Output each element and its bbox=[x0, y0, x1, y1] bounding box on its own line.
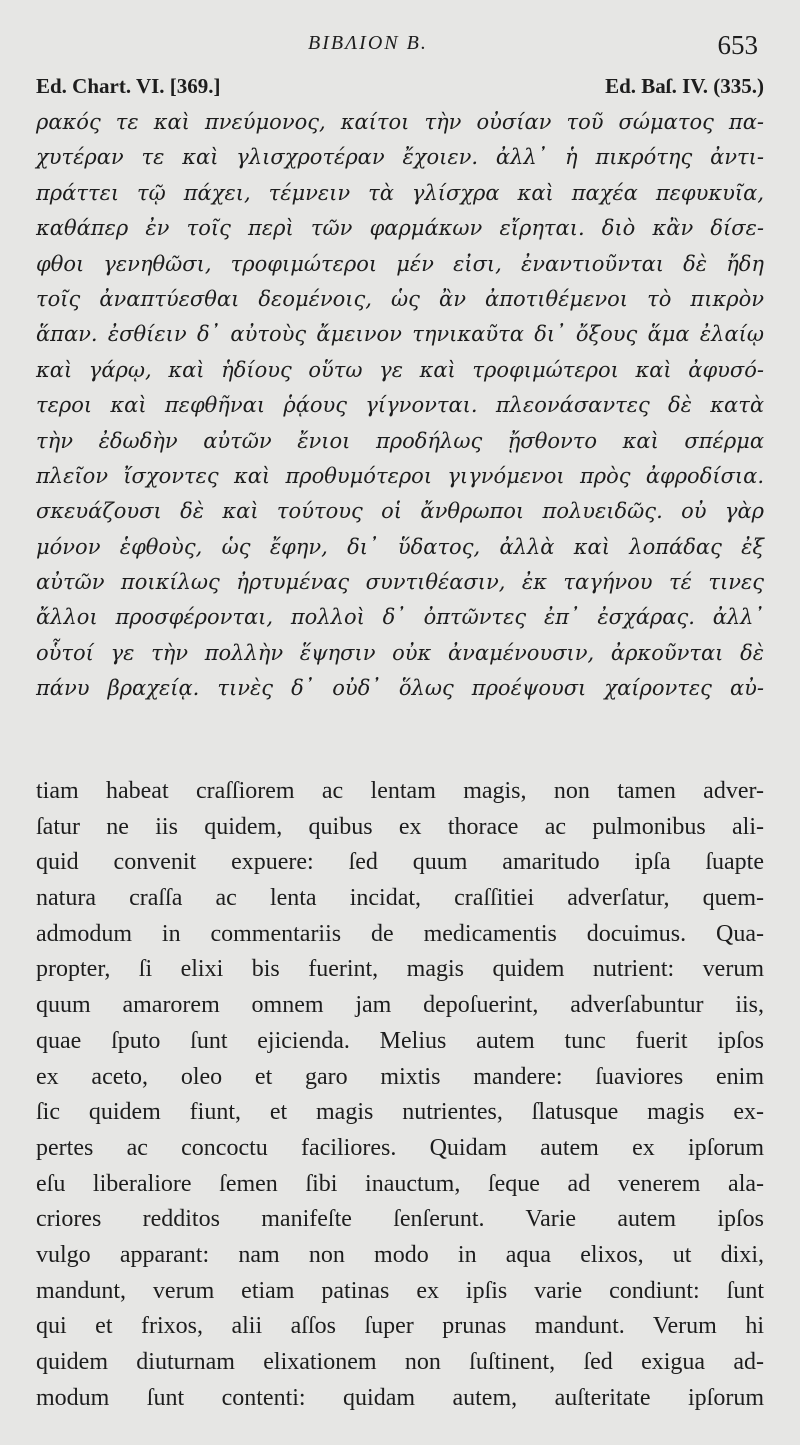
latin-translation-block bbox=[36, 774, 764, 1416]
edition-references bbox=[0, 74, 800, 102]
greek-text-line: ἅπαν. ἐσθίειν δ᾽ αὐτοὺς ἄμεινον τηνικαῦτα δι᾽ ὄξους ἅμα ἐλαίῳ bbox=[36, 322, 764, 347]
latin-text-line: natura craſſa ac lenta incidat, craſſitiei adverſatur, quem- bbox=[36, 885, 764, 912]
book-title: ΒΙΒΛΙΟΝ Β. bbox=[308, 32, 428, 54]
latin-text-line: tiam habeat craſſiorem ac lentam magis, non tamen adver- bbox=[36, 778, 764, 804]
latin-text-line: eſu liberaliore ſemen ſibi inauctum, ſeque ad venerem ala- bbox=[36, 1170, 764, 1197]
greek-text-line: αὐτῶν ποικίλως ἠρτυμένας συντιθέασιν, ἐκ ταγήνου τέ τινες bbox=[36, 570, 764, 595]
greek-text-line: πάνυ βραχείᾳ. τινὲς δ᾽ οὐδ᾽ ὅλως προέψουσι χαίροντες αὐ- bbox=[36, 676, 764, 701]
latin-text-line: admodum in commentariis de medicamentis docuimus. Qua- bbox=[36, 920, 764, 947]
latin-text-line: ex aceto, oleo et garo mixtis mandere: ſuaviores enim bbox=[36, 1063, 764, 1090]
edition-basel-reference: Ed. Baſ. IV. (335.) bbox=[605, 74, 764, 98]
greek-text-line: ἄλλοι προσφέρονται, πολλοὶ δ᾽ ὀπτῶντες ἐπ᾽ ἐσχάρας. ἀλλ᾽ bbox=[36, 605, 764, 630]
latin-text-line: pertes ac concoctu faciliores. Quidam autem ex ipſorum bbox=[36, 1134, 764, 1161]
latin-text-line: qui et frixos, alii aſſos ſuper prunas mandunt. Verum hi bbox=[36, 1313, 764, 1340]
latin-text-line: quum amarorem omnem jam depoſuerint, adverſabuntur iis, bbox=[36, 992, 764, 1019]
latin-text-line: ſic quidem fiunt, et magis nutrientes, ſlatusque magis ex- bbox=[36, 1099, 764, 1126]
greek-text-line: φθοι γενηθῶσι, τροφιμώτεροι μέν εἰσι, ἐναντιοῦνται δὲ ἤδη bbox=[36, 251, 764, 276]
running-head bbox=[0, 30, 800, 60]
latin-text-line: propter, ſi elixi bis fuerint, magis quidem nutrient: verum bbox=[36, 956, 764, 983]
greek-text-line: τοῖς ἀναπτύεσθαι δεομένοις, ὡς ἂν ἀποτιθέμενοι τὸ πικρὸν bbox=[36, 286, 764, 311]
page-number: 653 bbox=[717, 30, 758, 60]
greek-text-line: πράττει τῷ πάχει, τέμνειν τὰ γλίσχρα καὶ παχέα πεφυκυῖα, bbox=[36, 180, 764, 205]
latin-text-line: quae ſputo ſunt ejicienda. Melius autem tunc fuerit ipſos bbox=[36, 1027, 764, 1054]
latin-text-line: ſatur ne iis quidem, quibus ex thorace ac pulmonibus ali- bbox=[36, 813, 764, 840]
latin-text-line: vulgo apparant: nam non modo in aqua elixos, ut dixi, bbox=[36, 1241, 764, 1268]
latin-text-line: criores redditos manifeſte ſenſerunt. Varie autem ipſos bbox=[36, 1206, 764, 1233]
greek-text-line: οὗτοί γε τὴν πολλὴν ἕψησιν οὐκ ἀναμένουσιν, ἀρκοῦνται δὲ bbox=[36, 640, 764, 665]
greek-text-line: τεροι καὶ πεφθῆναι ῥᾴους γίγνονται. πλεονάσαντες δὲ κατὰ bbox=[36, 393, 764, 418]
latin-text-line: mandunt, verum etiam patinas ex ipſis varie condiunt: ſunt bbox=[36, 1277, 764, 1304]
greek-text-block bbox=[36, 105, 764, 707]
latin-text-line: quid convenit expuere: ſed quum amaritudo ipſa ſuapte bbox=[36, 849, 764, 876]
greek-text-line: ρακός τε καὶ πνεύμονος, καίτοι τὴν οὐσίαν τοῦ σώματος πα- bbox=[36, 110, 764, 134]
greek-text-line: μόνον ἑφθοὺς, ὡς ἔφην, δι᾽ ὕδατος, ἀλλὰ καὶ λοπάδας ἐξ bbox=[36, 534, 764, 559]
latin-text-line: modum ſunt contenti: quidam autem, auſteritate ipſorum bbox=[36, 1384, 764, 1411]
greek-text-line: χυτέραν τε καὶ γλισχροτέραν ἔχοιεν. ἀλλ᾽ ἡ πικρότης ἀντι- bbox=[36, 145, 764, 170]
greek-text-line: καὶ γάρῳ, καὶ ἡδίους οὕτω γε καὶ τροφιμώτεροι καὶ ἀφυσό- bbox=[36, 357, 764, 382]
greek-text-line: σκευάζουσι δὲ καὶ τούτους οἱ ἄνθρωποι πολυειδῶς. οὐ γὰρ bbox=[36, 499, 764, 524]
greek-text-line: καθάπερ ἐν τοῖς περὶ τῶν φαρμάκων εἴρηται. διὸ κἂν δίσε- bbox=[36, 216, 764, 241]
latin-text-line: quidem diuturnam elixationem non ſuſtinent, ſed exigua ad- bbox=[36, 1349, 764, 1375]
greek-text-line: τὴν ἐδωδὴν αὐτῶν ἔνιοι προδήλως ᾔσθοντο καὶ σπέρμα bbox=[36, 428, 764, 453]
edition-chart-reference: Ed. Chart. VI. [369.] bbox=[36, 74, 221, 98]
greek-text-line: πλεῖον ἴσχοντες καὶ προθυμότεροι γιγνόμενοι πρὸς ἀφροδίσια. bbox=[36, 463, 764, 488]
